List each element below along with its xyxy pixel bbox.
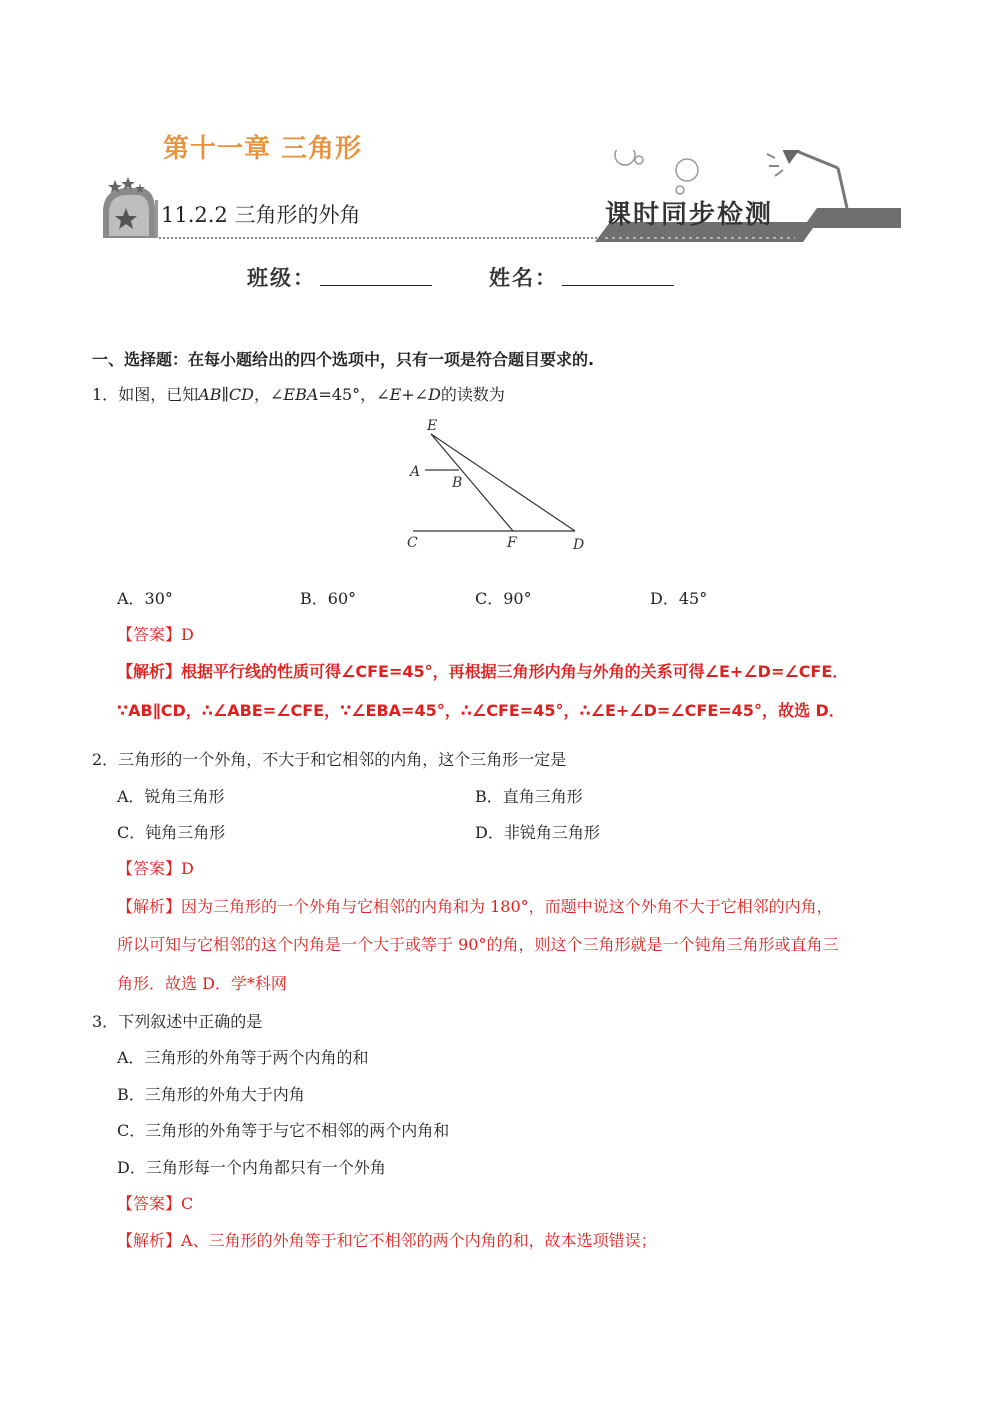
section-instructions: 一、选择题：在每小题给出的四个选项中，只有一项是符合题目要求的. bbox=[92, 350, 595, 369]
angle-sum: ∠E+∠D bbox=[376, 385, 441, 404]
question-number: 2． bbox=[92, 750, 119, 769]
q3-option-c[interactable]: C．三角形的外角等于与它不相邻的两个内角和 bbox=[117, 1121, 450, 1140]
point-b-label: B bbox=[452, 475, 463, 491]
question-text: 三角形的一个外角，不大于和它相邻的内角，这个三角形一定是 bbox=[118, 750, 567, 769]
q2-option-c[interactable]: C．钝角三角形 bbox=[117, 823, 226, 842]
desk-lamp-icon bbox=[767, 150, 847, 208]
bubble-icon bbox=[615, 150, 698, 194]
question-number: 1． bbox=[92, 385, 119, 404]
q3-option-d[interactable]: D．三角形每一个内角都只有一个外角 bbox=[117, 1158, 386, 1177]
answer-value: C bbox=[181, 1194, 194, 1213]
name-label: 姓名： bbox=[489, 265, 558, 290]
q2-option-a[interactable]: A．锐角三角形 bbox=[117, 787, 225, 806]
point-f-label: F bbox=[507, 535, 517, 551]
q3-option-a[interactable]: A．三角形的外角等于两个内角的和 bbox=[117, 1048, 369, 1067]
angle-eba: ∠EBA bbox=[270, 385, 319, 404]
q1-answer bbox=[117, 625, 194, 645]
brand-title: 课时同步检测 bbox=[605, 200, 774, 230]
star-badge-icon bbox=[103, 177, 158, 238]
answer-tag: 【答案】 bbox=[117, 1194, 182, 1213]
q1-explanation-line-1 bbox=[117, 662, 848, 682]
q1-option-a[interactable]: A．30° bbox=[117, 589, 173, 608]
q2-explanation-line-2: 所以可知与它相邻的这个内角是一个大于或等于 90°的角，则这个三角形就是一个钝角三角形或直角三 bbox=[117, 935, 839, 954]
explanation-text: A、三角形的外角等于和它不相邻的两个内角的和，故本选项错误； bbox=[181, 1231, 657, 1250]
segment-cd: CD bbox=[228, 385, 254, 404]
question-2 bbox=[92, 750, 566, 770]
question-text-pre: 如图，已知 bbox=[118, 385, 199, 404]
point-d-label: D bbox=[573, 537, 585, 553]
q3-option-b[interactable]: B．三角形的外角大于内角 bbox=[117, 1085, 305, 1104]
q1-option-d[interactable]: D．45° bbox=[650, 589, 708, 608]
point-a-label: A bbox=[410, 464, 421, 480]
explanation-tag: 【解析】 bbox=[117, 1231, 182, 1250]
section-title: 11.2.2 三角形的外角 bbox=[161, 203, 361, 227]
explanation-text: 因为三角形的一个外角与它相邻的内角和为 180°，而题中说这个外角不大于它相邻的内角， bbox=[181, 897, 833, 916]
explanation-text: 根据平行线的性质可得∠CFE=45°，再根据三角形内角与外角的关系可得∠E+∠D=∠CFE． bbox=[181, 662, 849, 681]
q2-option-d[interactable]: D．非锐角三角形 bbox=[475, 823, 600, 842]
q1-option-c[interactable]: C．90° bbox=[475, 589, 532, 608]
parallel-symbol: ∥ bbox=[221, 385, 229, 404]
question-text: 下列叙述中正确的是 bbox=[118, 1012, 263, 1031]
q3-answer bbox=[117, 1194, 193, 1214]
answer-value: D bbox=[181, 859, 194, 878]
segment-ab: AB bbox=[198, 385, 222, 404]
question-text-post: 的读数为 bbox=[440, 385, 505, 404]
answer-tag: 【答案】 bbox=[117, 625, 182, 644]
explanation-tag: 【解析】 bbox=[117, 897, 182, 916]
angle-value: =45°， bbox=[318, 385, 377, 404]
chapter-title: 第十一章 三角形 bbox=[163, 134, 363, 164]
answer-value: D bbox=[181, 625, 194, 644]
question-1-figure bbox=[395, 412, 600, 557]
question-3 bbox=[92, 1012, 262, 1032]
question-1 bbox=[92, 385, 505, 405]
q1-explanation-line-2: ∵AB∥CD，∴∠ABE=∠CFE，∵∠EBA=45°，∴∠CFE=45°，∴∠E+∠D=∠CFE=45°，故选 D． bbox=[117, 701, 845, 720]
q2-explanation-line-3: 角形．故选 D．学*科网 bbox=[117, 974, 287, 993]
point-c-label: C bbox=[407, 535, 418, 551]
q1-option-b[interactable]: B．60° bbox=[300, 589, 357, 608]
explanation-tag: 【解析】 bbox=[117, 662, 182, 681]
separator: ， bbox=[253, 385, 270, 404]
question-number: 3． bbox=[92, 1012, 119, 1031]
class-field[interactable] bbox=[320, 285, 432, 286]
class-label: 班级： bbox=[247, 265, 316, 290]
point-e-label: E bbox=[427, 418, 438, 434]
q3-explanation-line-1 bbox=[117, 1231, 657, 1251]
name-field[interactable] bbox=[562, 285, 674, 286]
q2-option-b[interactable]: B．直角三角形 bbox=[475, 787, 583, 806]
answer-tag: 【答案】 bbox=[117, 859, 182, 878]
q2-answer bbox=[117, 859, 194, 879]
q2-explanation-line-1 bbox=[117, 897, 833, 917]
